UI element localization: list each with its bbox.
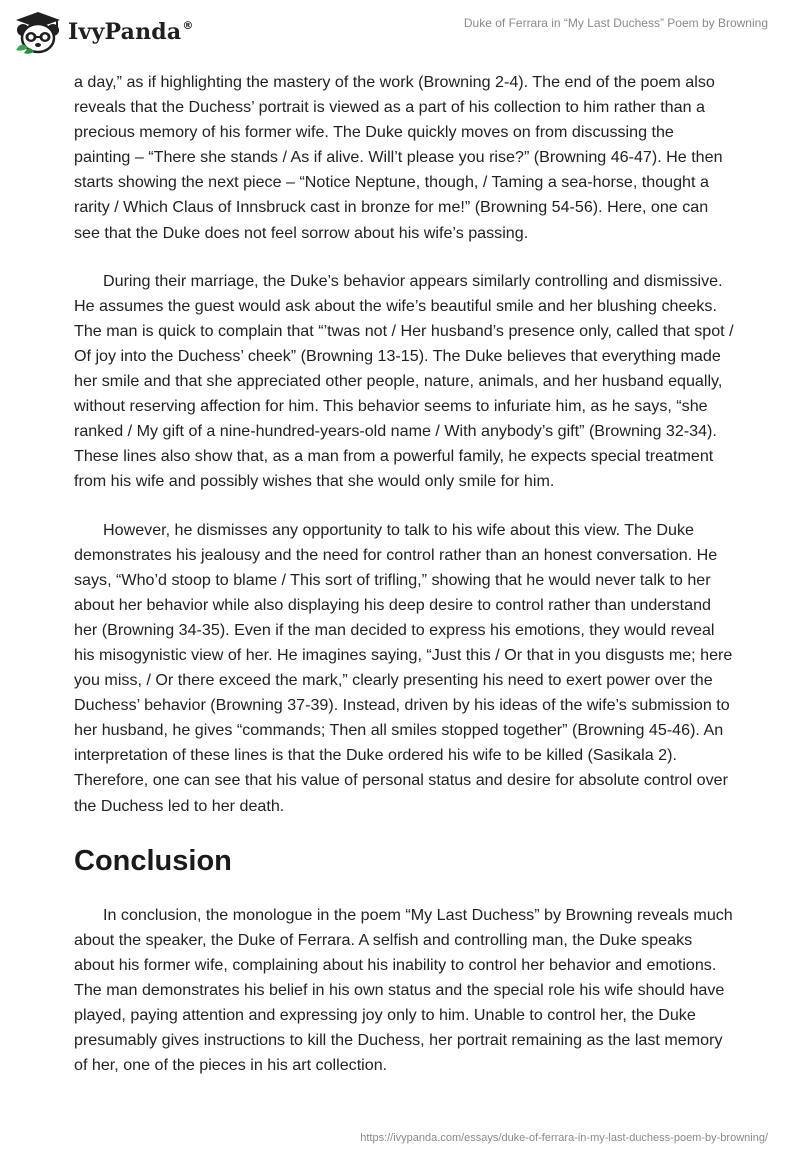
panda-icon: [14, 10, 62, 54]
body-paragraph-1: a day,” as if highlighting the mastery of the work (Browning 2-4). The end of the poem also reveals that the Duchess’ portrait is viewed as a part of his collection to him rather than a precious memory of his former wife. The Duke quickly moves on from discussing the painting – “There she stands / As if alive. Will’t please you rise?” (Browning 46-47). He then starts showing the next piece – “Notice Neptune, though, / Taming a sea-horse, thought a rarity / Which Claus of Innsbruck cast in bronze for me!” (Browning 54-56). Here, one can see that the Duke does not feel sorrow about his wife’s passing.: [74, 73, 723, 242]
section-heading-conclusion: Conclusion: [74, 844, 232, 877]
body-paragraph-2: During their marriage, the Duke’s behavior appears similarly controlling and dismissive. He assumes the guest would ask about the wife’s beautiful smile and her blushing cheeks. The man is quick to complain that “’twas not / Her husband’s presence only, called that spot / Of joy into the Duchess’ cheek” (Browning 13-15). The Duke believes that everything made her smile and that she appreciated other people, nature, animals, and her husband equally, without reserving affection for him. This behavior seems to infuriate him, as he says, “she ranked / My gift of a nine-hundred-years-old name / With anybody’s gift” (Browning 32-34). These lines also show that, as a man from a powerful family, he expects special treatment from his wife and possibly wishes that she would only smile for him.: [74, 271, 734, 491]
page-header: [0, 0, 800, 60]
registered-mark: ®: [182, 18, 194, 32]
conclusion-paragraph: In conclusion, the monologue in the poem “My Last Duchess” by Browning reveals much about the speaker, the Duke of Ferrara. A selfish and controlling man, the Duke speaks about his former wife, complaining about his inability to control her behavior and emotions. The man demonstrates his belief in his own status and the special role his wife should have played, paying attention and expressing joy only to him. Unable to control her, the Duke presumably gives instructions to kill the Duchess, her portrait remaining as the last memory of her, one of the pieces in his art collection.: [74, 905, 733, 1075]
document-title: Duke of Ferrara in “My Last Duchess” Poem by Browning: [463, 16, 768, 30]
source-url-link[interactable]: https://ivypanda.com/essays/duke-of-ferrara-in-my-last-duchess-poem-by-browning/: [360, 1132, 768, 1144]
logo-text: IvyPanda®: [68, 18, 194, 45]
body-paragraph-3: However, he dismisses any opportunity to talk to his wife about this view. The Duke demonstrates his jealousy and the need for control rather than an honest conversation. He says, “Who’d stoop to blame / This sort of trifling,” showing that he would never talk to her about her behavior while also displaying his deep desire to control rather than understand her (Browning 34-35). Even if the man decided to express his emotions, they would reveal his misogynistic view of her. He imagines saying, “Just this / Or that in you disgusts me; here you miss, / Or there exceed the mark,” clearly presenting his need to exert power over the Duchess’ behavior (Browning 37-39). Instead, driven by his ideas of the wife’s submission to her husband, he gives “commands; Then all smiles stopped together” (Browning 45-46). An interpretation of these lines is that the Duke ordered his wife to be killed (Sasikala 2). Therefore, one can see that his value of personal status and desire for absolute control over the Duchess led to her death.: [74, 520, 733, 815]
essay-body: [74, 70, 734, 1078]
ivypanda-logo[interactable]: [14, 8, 194, 56]
